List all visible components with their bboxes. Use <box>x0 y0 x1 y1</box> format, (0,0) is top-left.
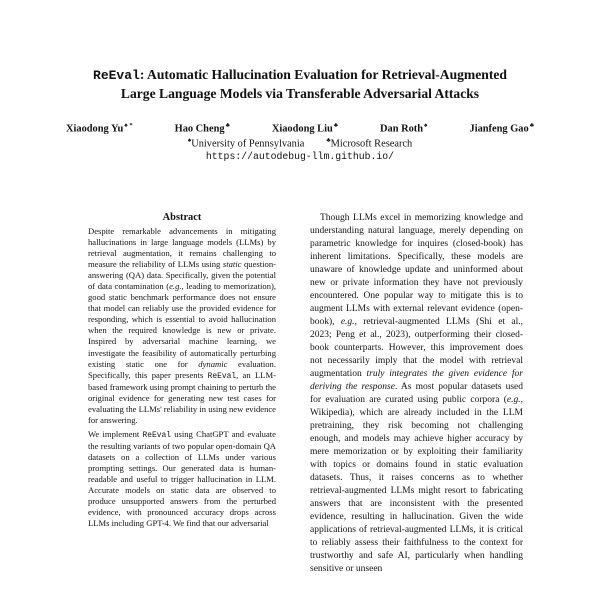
affiliations: ♠University of Pennsylvania ♣Microsoft Research <box>187 137 413 150</box>
author-list <box>60 122 540 134</box>
abstract-paragraph: Despite remarkable advancements in mitigating hallucinations in large language models (LLMs) by retrieval augmentation, it remains challenging to measure the reliability of LLMs using static question-answering (QA) data. Specifically, given the potential of data contamination (e.g., leading to memorization), good static benchmark performance does not ensure that model can reliably use the provided evidence for responding, which is essential to avoid hallucination when the required knowledge is new or private. Inspired by adversarial machine learning, we investigate the feasibility of automatically perturbing existing static one for dynamic evaluation. Specifically, this paper presents ReEval, an LLM-based framework using prompt chaining to perturb the original evidence for generating new test cases for evaluating the LLMs' reliability in using new evidence for answering. <box>88 226 276 425</box>
title-line-2: Large Language Models via Transferable Adversarial Attacks <box>120 86 480 101</box>
abstract-paragraph: We implement ReEval using ChatGPT and evaluate the resulting variants of two popular open-domain QA datasets on a collection of LLMs under various prompting settings. Our generated data is human-readable and useful to trigger hallucination in LLM. Accurate models on static data are observed to produce unsupported answers from the perturbed evidence, with pronounced accuracy drops across LLMs including GPT-4. We find that our adversarial <box>88 428 276 529</box>
paper-title <box>60 66 540 103</box>
author: Dan Roth♠ <box>380 122 428 135</box>
introduction-column <box>310 212 523 600</box>
title-system-name: ReEval <box>93 68 140 83</box>
affiliation: University of Pennsylvania <box>191 138 305 150</box>
author: Xiaodong Liu♣ <box>271 122 339 135</box>
author: Xiaodong Yu♠ * <box>66 122 133 135</box>
project-url[interactable]: https://autodebug-llm.github.io/ <box>205 151 395 162</box>
abstract-heading: Abstract <box>162 212 202 223</box>
affiliation: Microsoft Research <box>330 138 413 150</box>
title-line-1: : Automatic Hallucination Evaluation for Retrieval-Augmented <box>139 67 507 82</box>
author: Hao Cheng♣ <box>174 122 230 135</box>
author: Jianfeng Gao♣ <box>469 122 534 135</box>
body-paragraph: Though LLMs excel in memorizing knowledge and understanding natural language, merely depending on parametric knowledge for inquires (closed-book) has inherent limitations. Specifically, these models are unaware of knowledge update and uninformed about new or private information they have not previously encountered. One popular way to mitigate this is to augment LLMs with external relevant evidence (open-book), e.g., retrieval-augmented LLMs (Shi et al., 2023; Peng et al., 2023), outperforming their closed-book counterparts. However, this improvement does not necessarily imply that the model with retrieval augmentation truly integrates the given evidence for deriving the response. As most popular datasets used for evaluation are curated using public corpora (e.g., Wikipedia), which are already included in the LLM pretraining, they risk becoming not challenging enough, and models may achieve higher accuracy by mere memorization or by exploiting their familiarity with topics or domains found in static evaluation datasets. Thus, it raises concerns as to whether retrieval-augmented LLMs might resort to fabricating answers that are inconsistent with the presented evidence, resulting in hallucination. Given the wide applications of retrieval-augmented LLMs, it is critical to reliably assess their faithfulness to the context for trustworthy and safe AI, particularly when handling sensitive or unseen <box>310 213 523 574</box>
abstract-body <box>88 226 276 532</box>
